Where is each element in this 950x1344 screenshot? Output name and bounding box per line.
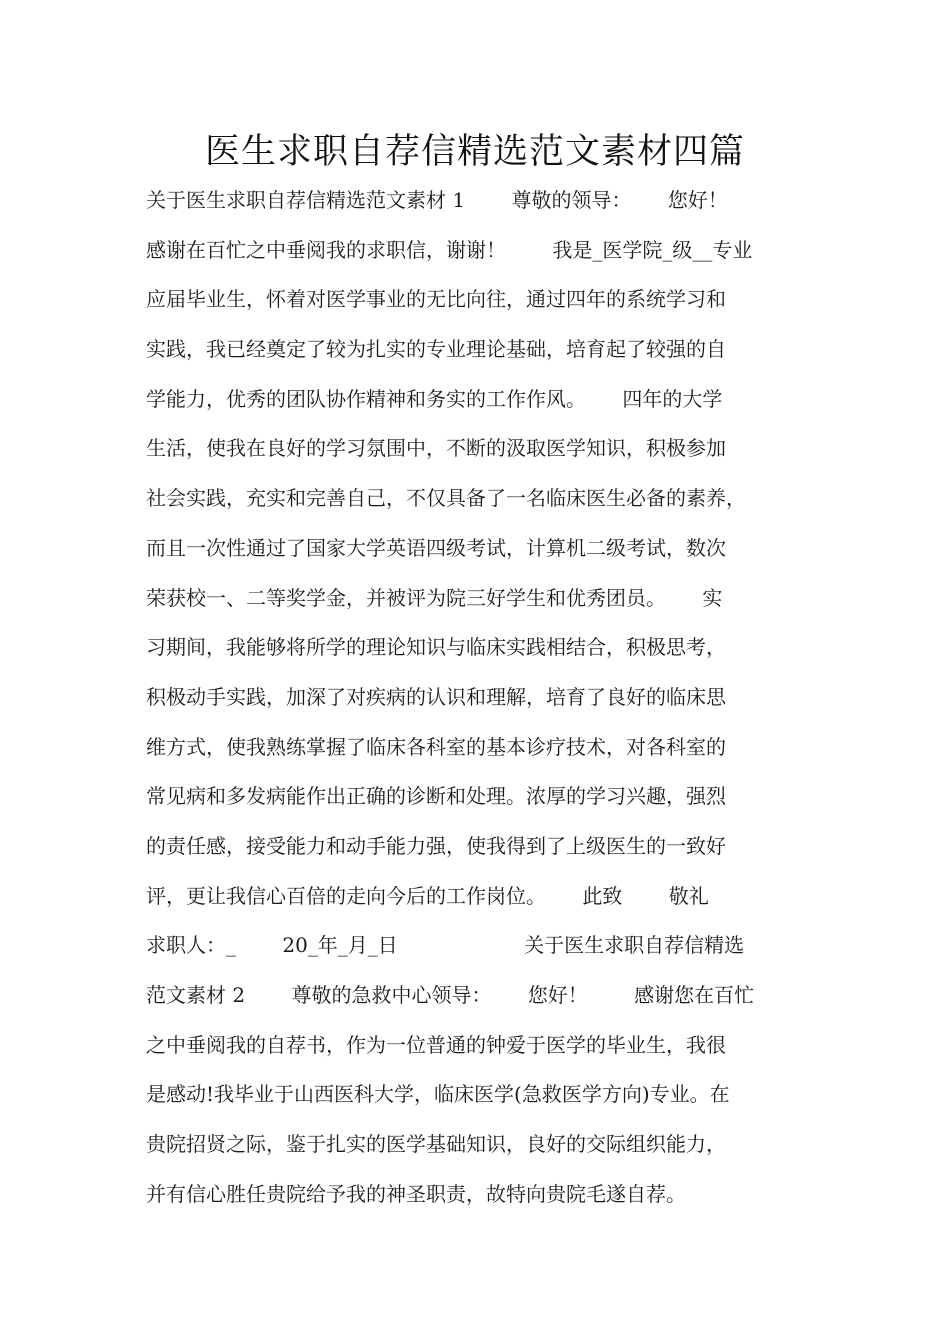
body-line: 实践，我已经奠定了较为扎实的专业理论基础，培育起了较强的自 [146, 337, 726, 362]
body-line: 贵院招贤之际，鉴于扎实的医学基础知识，良好的交际组织能力， [146, 1132, 726, 1157]
body-line: 的责任感，接受能力和动手能力强，使我得到了上级医生的一致好 [146, 833, 726, 858]
document-title: 医生求职自荐信精选范文素材四篇 [204, 132, 745, 172]
body-line: 学能力，优秀的团队协作精神和务实的工作作风。 四年的大学 [146, 386, 723, 411]
body-line: 求职人：_ 20_年_月_日 关于医生求职自荐信精选 [146, 933, 745, 958]
body-line: 常见病和多发病能作出正确的诊断和处理。浓厚的学习兴趣，强烈 [146, 784, 726, 809]
body-line: 之中垂阅我的自荐书，作为一位普通的钟爱于医学的毕业生，我很 [146, 1032, 726, 1057]
body-line: 生活，使我在良好的学习氛围中，不断的汲取医学知识，积极参加 [146, 436, 726, 461]
body-line: 感谢在百忙之中垂阅我的求职信，谢谢！ 我是_医学院_级__专业 [146, 237, 753, 262]
body-line: 维方式，使我熟练掌握了临床各科室的基本诊疗技术，对各科室的 [146, 734, 726, 759]
body-line: 而且一次性通过了国家大学英语四级考试，计算机二级考试，数次 [146, 535, 726, 560]
body-line: 习期间，我能够将所学的理论知识与临床实践相结合，积极思考， [146, 635, 726, 660]
body-line: 应届毕业生，怀着对医学事业的无比向往，通过四年的系统学习和 [146, 287, 726, 312]
body-line: 是感动!我毕业于山西医科大学，临床医学(急救医学方向)专业。在 [146, 1082, 730, 1107]
body-line: 关于医生求职自荐信精选范文素材 1 尊敬的领导： 您好！ [146, 188, 728, 212]
body-line: 积极动手实践，加深了对疾病的认识和理解，培育了良好的临床思 [146, 684, 726, 709]
body-line: 社会实践，充实和完善自己，不仅具备了一名临床医生必备的素养， [146, 486, 746, 511]
body-line: 荣获校一、二等奖学金，并被评为院三好学生和优秀团员。 实 [146, 585, 723, 610]
body-line: 并有信心胜任贵院给予我的神圣职责，故特向贵院毛遂自荐。 [146, 1181, 686, 1206]
document-body [146, 176, 826, 1219]
body-line: 范文素材 2 尊敬的急救中心领导： 您好！ 感谢您在百忙 [146, 983, 755, 1007]
body-line: 评，更让我信心百倍的走向今后的工作岗位。 此致 敬礼 [146, 883, 709, 908]
